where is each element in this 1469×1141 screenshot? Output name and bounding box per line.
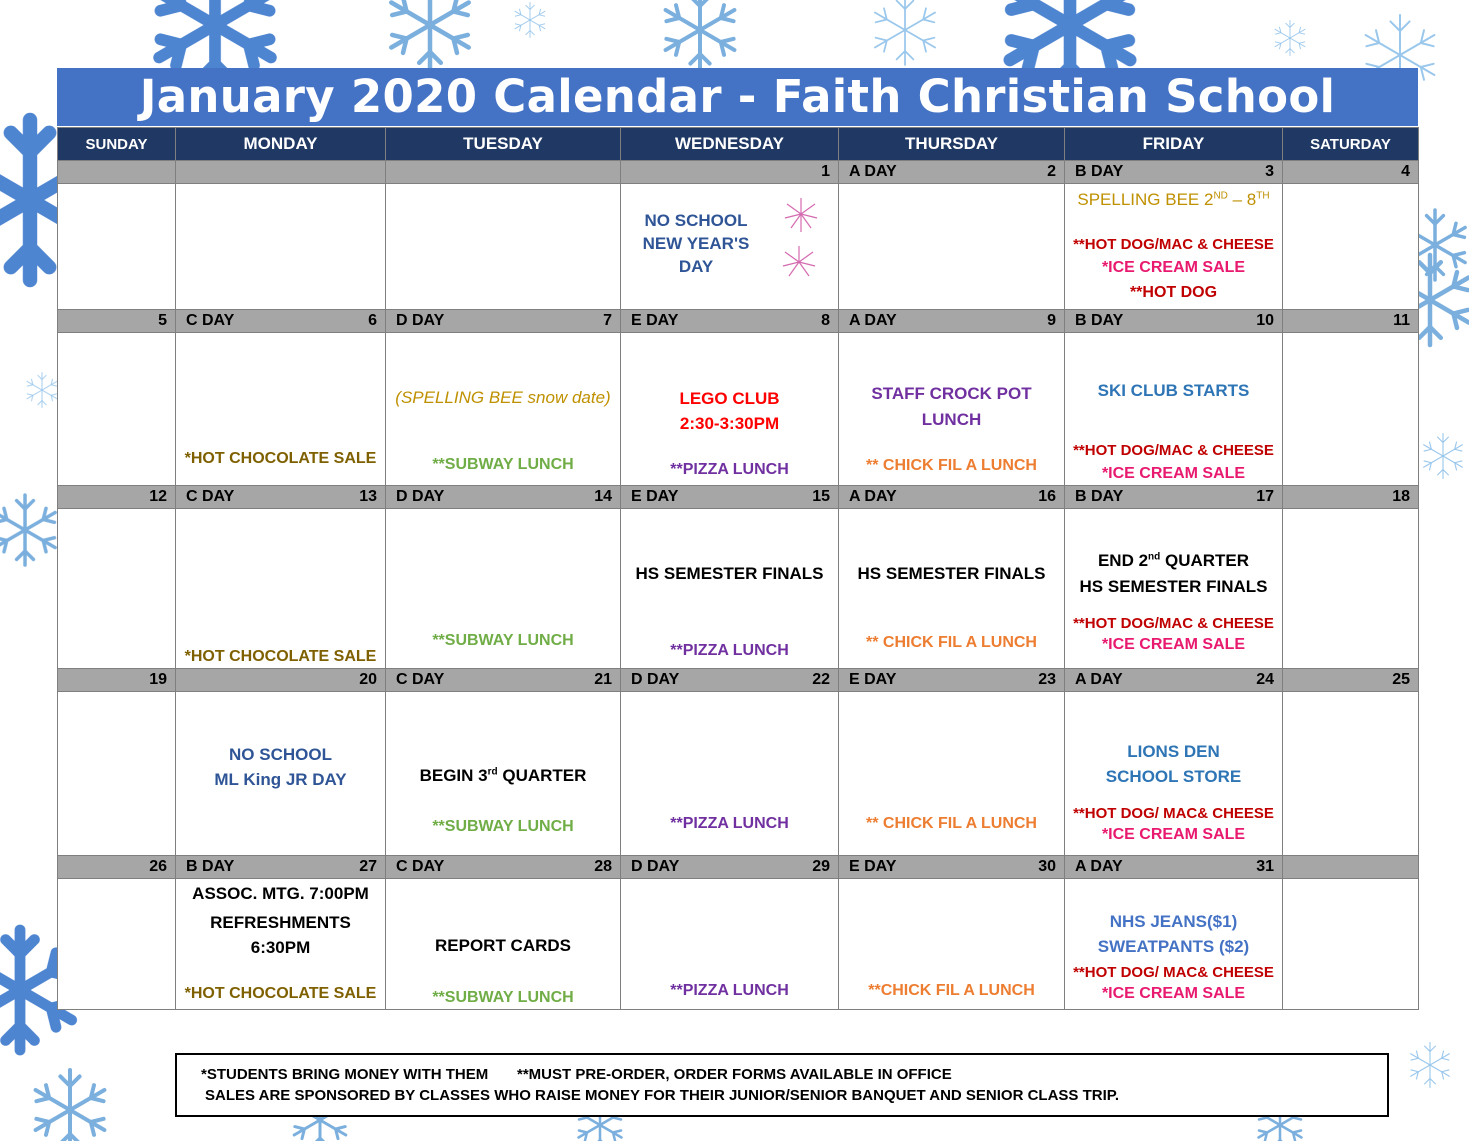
day-cell-jan-30 — [839, 879, 1065, 1010]
day-cell-jan-3 — [1065, 184, 1283, 310]
hot-chocolate-sale: *HOT CHOCOLATE SALE — [184, 985, 377, 1002]
date-number: 29 — [812, 858, 830, 875]
empty-date — [58, 161, 176, 184]
note-money: *STUDENTS BRING MONEY WITH THEM — [201, 1066, 489, 1083]
day-cell — [1283, 692, 1419, 856]
date-cell — [1065, 161, 1283, 184]
rotation-day: E DAY — [849, 671, 897, 688]
subway-lunch: **SUBWAY LUNCH — [432, 818, 574, 835]
ice-cream-sale: *ICE CREAM SALE — [1101, 636, 1246, 653]
date-number: 12 — [149, 488, 167, 505]
date-cell — [839, 669, 1065, 692]
rotation-day: A DAY — [849, 163, 897, 180]
ice-cream-sale: *ICE CREAM SALE — [1101, 985, 1246, 1002]
report-cards-event: REPORT CARDS — [434, 936, 571, 955]
date-cell — [176, 310, 386, 333]
day-header-friday: FRIDAY — [1065, 128, 1283, 161]
event-text: NEW YEAR'S — [642, 234, 750, 253]
date-cell — [839, 161, 1065, 184]
date-number: 16 — [1038, 488, 1056, 505]
date-cell — [1065, 486, 1283, 509]
day-cell — [58, 509, 176, 669]
day-header-thursday: THURSDAY — [839, 128, 1065, 161]
rotation-day: B DAY — [1075, 312, 1124, 329]
day-cell-jan-27 — [176, 879, 386, 1010]
chick-fil-a-lunch: ** CHICK FIL A LUNCH — [866, 457, 1037, 474]
rotation-day: B DAY — [186, 858, 235, 875]
school-store-event: SCHOOL STORE — [1105, 767, 1242, 786]
date-number: 15 — [812, 488, 830, 505]
rotation-day: A DAY — [849, 488, 897, 505]
school-store-event: LIONS DEN — [1127, 742, 1220, 761]
notes-box — [175, 1053, 1389, 1117]
event-row — [58, 333, 1419, 486]
staff-lunch-event: STAFF CROCK POT — [871, 384, 1032, 403]
chick-fil-a-lunch: ** CHICK FIL A LUNCH — [866, 815, 1037, 832]
day-cell — [58, 879, 176, 1010]
date-cell — [621, 669, 839, 692]
rotation-day: A DAY — [1075, 671, 1123, 688]
date-number: 14 — [594, 488, 612, 505]
hot-dog-sale: **HOT DOG — [1129, 284, 1218, 301]
day-cell-jan-20 — [176, 692, 386, 856]
day-cell — [839, 184, 1065, 310]
date-row — [58, 310, 1419, 333]
hot-dog-mac-sale: **HOT DOG/MAC & CHEESE — [1073, 615, 1274, 632]
date-cell — [176, 486, 386, 509]
date-cell — [58, 486, 176, 509]
day-cell — [58, 692, 176, 856]
event-row — [58, 692, 1419, 856]
refreshments-note: REFRESHMENTS — [210, 913, 351, 932]
date-cell — [621, 856, 839, 879]
date-row — [58, 486, 1419, 509]
date-number: 8 — [821, 312, 830, 329]
association-meeting: ASSOC. MTG. 7:00PM — [192, 884, 369, 903]
spelling-bee-event: SPELLING BEE 2ND – 8TH — [1077, 190, 1270, 209]
empty-date — [1283, 856, 1419, 879]
day-cell — [386, 184, 621, 310]
snowflake-icon — [27, 373, 57, 408]
chick-fil-a-lunch: ** CHICK FIL A LUNCH — [866, 634, 1037, 651]
snowflake-icon — [0, 495, 55, 565]
snowflake-icon — [391, 0, 468, 70]
pizza-lunch: **PIZZA LUNCH — [670, 461, 789, 478]
fireworks-icon — [771, 192, 831, 287]
rotation-day: D DAY — [396, 312, 445, 329]
calendar-title: January 2020 Calendar - Faith Christian School — [57, 68, 1418, 126]
date-number: 17 — [1256, 488, 1274, 505]
rotation-day: E DAY — [631, 312, 679, 329]
rotation-day: C DAY — [396, 858, 445, 875]
date-number: 26 — [149, 858, 167, 875]
snow-date-note: (SPELLING BEE snow date) — [395, 388, 611, 407]
semester-finals: HS SEMESTER FINALS — [857, 564, 1046, 583]
date-number: 20 — [359, 671, 377, 688]
no-school-event: NO SCHOOL — [229, 745, 332, 764]
rotation-day: D DAY — [396, 488, 445, 505]
day-cell-jan-14 — [386, 509, 621, 669]
empty-date — [176, 161, 386, 184]
day-cell — [176, 184, 386, 310]
date-cell — [58, 669, 176, 692]
date-number: 6 — [368, 312, 377, 329]
date-number: 11 — [1393, 312, 1410, 329]
day-cell-jan-9 — [839, 333, 1065, 486]
ice-cream-sale: *ICE CREAM SALE — [1101, 259, 1246, 276]
day-cell — [1283, 184, 1419, 310]
hot-dog-mac-sale: **HOT DOG/MAC & CHEESE — [1073, 236, 1274, 253]
date-cell — [386, 486, 621, 509]
event-row — [58, 879, 1419, 1010]
date-row — [58, 856, 1419, 879]
snowflake-icon — [666, 0, 735, 70]
rotation-day: D DAY — [631, 671, 680, 688]
date-number: 30 — [1038, 858, 1056, 875]
date-number: 18 — [1392, 488, 1410, 505]
day-cell-jan-24 — [1065, 692, 1283, 856]
day-cell — [58, 184, 176, 310]
date-number: 25 — [1392, 671, 1410, 688]
snowflake-icon — [36, 1070, 105, 1141]
date-cell — [176, 669, 386, 692]
date-number: 5 — [158, 312, 167, 329]
day-cell-jan-10 — [1065, 333, 1283, 486]
date-cell — [839, 310, 1065, 333]
date-number: 4 — [1401, 163, 1410, 180]
day-cell-jan-22 — [621, 692, 839, 856]
hot-chocolate-sale: *HOT CHOCOLATE SALE — [184, 648, 377, 665]
date-cell — [1065, 310, 1283, 333]
day-cell-jan-8 — [621, 333, 839, 486]
snowflake-icon — [1424, 434, 1463, 479]
chick-fil-a-lunch: **CHICK FIL A LUNCH — [868, 982, 1035, 999]
lego-club-event: LEGO CLUB — [679, 389, 780, 408]
empty-date — [386, 161, 621, 184]
rotation-day: E DAY — [849, 858, 897, 875]
date-row — [58, 669, 1419, 692]
date-number: 27 — [359, 858, 377, 875]
snowflake-icon — [875, 0, 935, 65]
date-number: 10 — [1256, 312, 1274, 329]
day-cell-jan-16 — [839, 509, 1065, 669]
subway-lunch: **SUBWAY LUNCH — [432, 632, 574, 649]
date-number: 23 — [1038, 671, 1056, 688]
snowflake-icon — [515, 2, 545, 37]
date-number: 21 — [594, 671, 612, 688]
date-cell — [621, 486, 839, 509]
date-cell — [621, 310, 839, 333]
day-cell — [1283, 333, 1419, 486]
semester-finals: HS SEMESTER FINALS — [1079, 577, 1268, 596]
hot-chocolate-sale: *HOT CHOCOLATE SALE — [184, 450, 377, 467]
day-header-monday: MONDAY — [176, 128, 386, 161]
day-cell — [58, 333, 176, 486]
ice-cream-sale: *ICE CREAM SALE — [1101, 826, 1246, 843]
lego-club-time: 2:30-3:30PM — [679, 414, 780, 433]
staff-lunch-event: LUNCH — [921, 410, 982, 429]
day-cell-jan-21 — [386, 692, 621, 856]
day-cell-jan-7 — [386, 333, 621, 486]
date-number: 31 — [1256, 858, 1274, 875]
refreshments-time: 6:30PM — [250, 938, 311, 957]
date-number: 19 — [149, 671, 167, 688]
rotation-day: B DAY — [1075, 488, 1124, 505]
end-quarter-event: END 2nd QUARTER — [1097, 551, 1250, 570]
note-sponsors: SALES ARE SPONSORED BY CLASSES WHO RAISE MONEY FOR THEIR JUNIOR/SENIOR BANQUET AND SENIOR CLASS TRIP. — [205, 1087, 1120, 1104]
date-cell — [1065, 669, 1283, 692]
date-cell — [1283, 486, 1419, 509]
subway-lunch: **SUBWAY LUNCH — [432, 456, 574, 473]
rotation-day: A DAY — [1075, 858, 1123, 875]
rotation-day: A DAY — [849, 312, 897, 329]
date-number: 22 — [812, 671, 830, 688]
rotation-day: D DAY — [631, 858, 680, 875]
date-cell — [386, 669, 621, 692]
day-header-sunday: SUNDAY — [58, 128, 176, 161]
date-cell — [1283, 310, 1419, 333]
date-number: 9 — [1047, 312, 1056, 329]
rotation-day: C DAY — [186, 488, 235, 505]
rotation-day: E DAY — [631, 488, 679, 505]
day-cell-jan-13 — [176, 509, 386, 669]
day-header-tuesday: TUESDAY — [386, 128, 621, 161]
date-cell — [58, 856, 176, 879]
ice-cream-sale: *ICE CREAM SALE — [1101, 465, 1246, 482]
day-cell-jan-6 — [176, 333, 386, 486]
event-text: NO SCHOOL — [644, 211, 748, 230]
date-cell — [839, 856, 1065, 879]
date-cell — [58, 310, 176, 333]
date-number: 24 — [1256, 671, 1274, 688]
day-cell-jan-31 — [1065, 879, 1283, 1010]
subway-lunch: **SUBWAY LUNCH — [432, 989, 574, 1006]
date-cell — [1065, 856, 1283, 879]
date-cell — [621, 161, 839, 184]
day-cell-jan-1 — [621, 184, 839, 310]
day-cell-jan-15 — [621, 509, 839, 669]
date-number: 13 — [359, 488, 377, 505]
day-cell-jan-28 — [386, 879, 621, 1010]
pizza-lunch: **PIZZA LUNCH — [670, 815, 789, 832]
nhs-jeans-event: NHS JEANS($1) — [1109, 912, 1238, 931]
event-text: DAY — [678, 257, 714, 276]
ski-club-event: SKI CLUB STARTS — [1097, 381, 1250, 400]
semester-finals: HS SEMESTER FINALS — [635, 564, 824, 583]
date-cell — [1283, 161, 1419, 184]
day-cell-jan-29 — [621, 879, 839, 1010]
hot-dog-mac-sale: **HOT DOG/MAC & CHEESE — [1073, 442, 1274, 459]
date-cell — [386, 856, 621, 879]
date-row — [58, 161, 1419, 184]
date-cell — [1283, 669, 1419, 692]
day-cell — [1283, 509, 1419, 669]
date-number: 7 — [603, 312, 612, 329]
snowflake-icon — [1411, 1043, 1450, 1088]
event-row — [58, 509, 1419, 669]
note-preorder: **MUST PRE-ORDER, ORDER FORMS AVAILABLE IN OFFICE — [517, 1066, 952, 1083]
day-cell-jan-17 — [1065, 509, 1283, 669]
event-row — [58, 184, 1419, 310]
holiday-name: ML King JR DAY — [214, 770, 347, 789]
date-number: 1 — [821, 163, 830, 180]
date-number: 3 — [1265, 163, 1274, 180]
hot-dog-mac-sale: **HOT DOG/ MAC& CHEESE — [1073, 964, 1274, 981]
date-cell — [176, 856, 386, 879]
date-number: 2 — [1047, 163, 1056, 180]
day-header-saturday: SATURDAY — [1283, 128, 1419, 161]
pizza-lunch: **PIZZA LUNCH — [670, 982, 789, 999]
rotation-day: C DAY — [396, 671, 445, 688]
hot-dog-mac-sale: **HOT DOG/ MAC& CHEESE — [1073, 805, 1274, 822]
rotation-day: B DAY — [1075, 163, 1124, 180]
calendar-grid — [57, 127, 1419, 1010]
date-cell — [839, 486, 1065, 509]
date-number: 28 — [594, 858, 612, 875]
begin-quarter-event: BEGIN 3rd QUARTER — [419, 766, 587, 785]
day-cell-jan-23 — [839, 692, 1065, 856]
rotation-day: C DAY — [186, 312, 235, 329]
day-cell — [1283, 879, 1419, 1010]
day-header-wednesday: WEDNESDAY — [621, 128, 839, 161]
snowflake-icon — [1275, 20, 1305, 55]
pizza-lunch: **PIZZA LUNCH — [670, 642, 789, 659]
sweatpants-event: SWEATPANTS ($2) — [1097, 937, 1250, 956]
date-cell — [386, 310, 621, 333]
